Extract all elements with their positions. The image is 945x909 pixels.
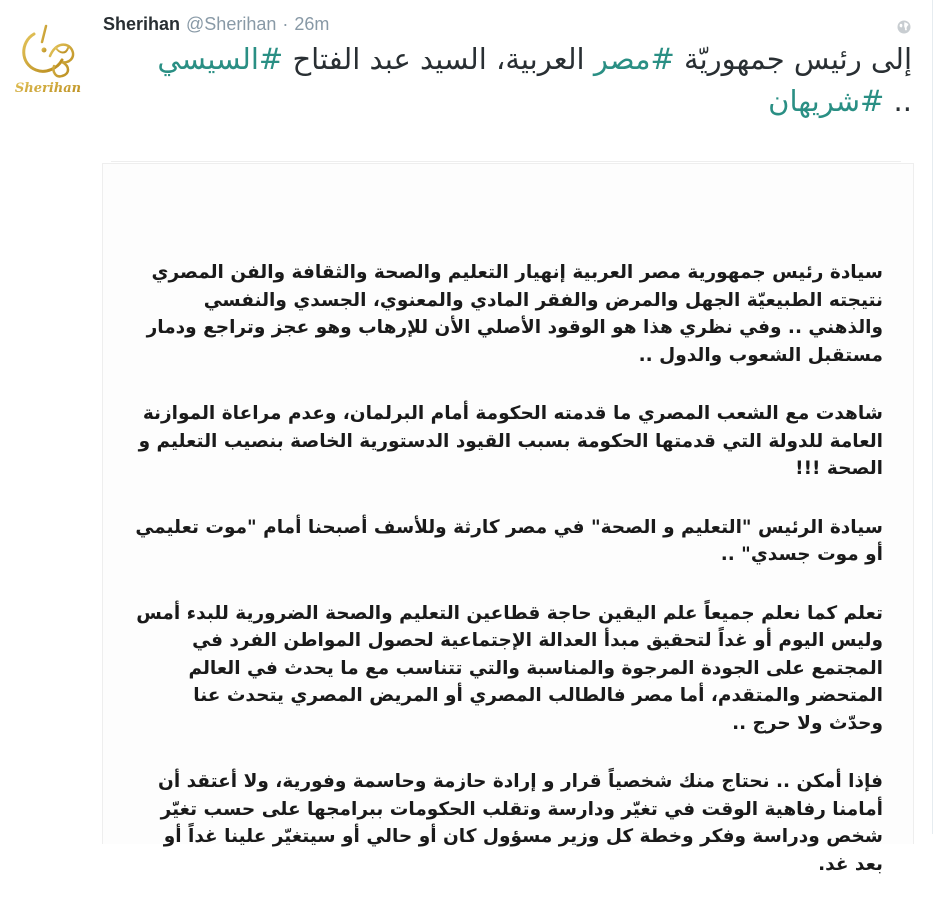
tweet-timestamp[interactable]: 26m xyxy=(294,14,330,34)
letter-text xyxy=(133,259,883,909)
hashtag-sherihan[interactable]: #شريهان xyxy=(768,84,885,118)
letter-paragraph: سيادة الرئيس "التعليم و الصحة" في مصر كارثة وللأسف أصبحنا أمام "موت تعليمي أو موت جسدي" .. xyxy=(135,516,883,565)
text-segment: العربية، السيد عبد الفتاح xyxy=(283,42,594,76)
hashtag-sisi[interactable]: #السيسي xyxy=(157,42,284,76)
tweet-text xyxy=(140,38,912,122)
svg-text:Sherihan: Sherihan xyxy=(14,81,82,96)
separator-dot: · xyxy=(282,14,289,34)
avatar[interactable] xyxy=(12,20,84,96)
hashtag-masr[interactable]: #مصر xyxy=(593,42,675,76)
attached-image[interactable] xyxy=(102,163,914,875)
divider xyxy=(111,161,901,162)
letter-paragraph: فإذا أمكن .. نحتاج منك شخصياً قرار و إرادة حازمة وحاسمة وفورية، ولا أعتقد أن أمامنا رفاهية الوقت في تغيّر ودارسة وتقلب الحكومات ببرامجها على حسب تغيّر شخص ودراسة وفكر وخطة كل وزير مسؤول كان أو حالي أو سيتغيّر علينا غداً أو بعد غد. xyxy=(158,771,883,875)
letter-paragraph: شاهدت مع الشعب المصري ما قدمته الحكومة أمام البرلمان، وعدم مراعاة الموازنة العامة للدولة التي قدمتها الحكومة بسبب القيود الدستورية الخاصة بنصيب التعليم و الصحة !!! xyxy=(138,403,883,479)
letter-paragraph: سيادة رئيس جمهورية مصر العربية إنهيار التعليم والصحة والثقافة والفن المصري نتيجته الطبيعيّة الجهل والمرض والفقر المادي والمعنوي، الجسدي والنفسي والذهني .. وفي نظري هذا هو الوقود الأصلي الأن للإرهاب وهو عجز وتراجع ودمار مستقبل الشعوب والدول .. xyxy=(146,262,883,366)
globe-icon xyxy=(897,20,911,34)
tweet-header xyxy=(103,14,329,36)
author-name[interactable]: Sherihan xyxy=(103,14,181,34)
text-segment: .. xyxy=(884,84,912,118)
author-handle[interactable]: @Sherihan xyxy=(186,14,277,34)
sherihan-logo-icon xyxy=(12,20,84,96)
text-segment: إلى رئيس جمهوريّة xyxy=(674,42,912,76)
letter-paragraph: تعلم كما نعلم جميعاً علم اليقين حاجة قطاعين التعليم والصحة الضرورية للبدء أمس وليس اليوم أو غداً لتحقيق مبدأ العدالة الإجتماعية لحصول المواطن الفرد في المجتمع على الجودة المرجوة والمناسبة والتي تتناسب مع ما يحدث في العالم المتحضر والمتقدم، أما مصر فالطالب المصري أو المريض المصري يتحدث عنا وحدّث ولا حرج .. xyxy=(136,602,883,734)
